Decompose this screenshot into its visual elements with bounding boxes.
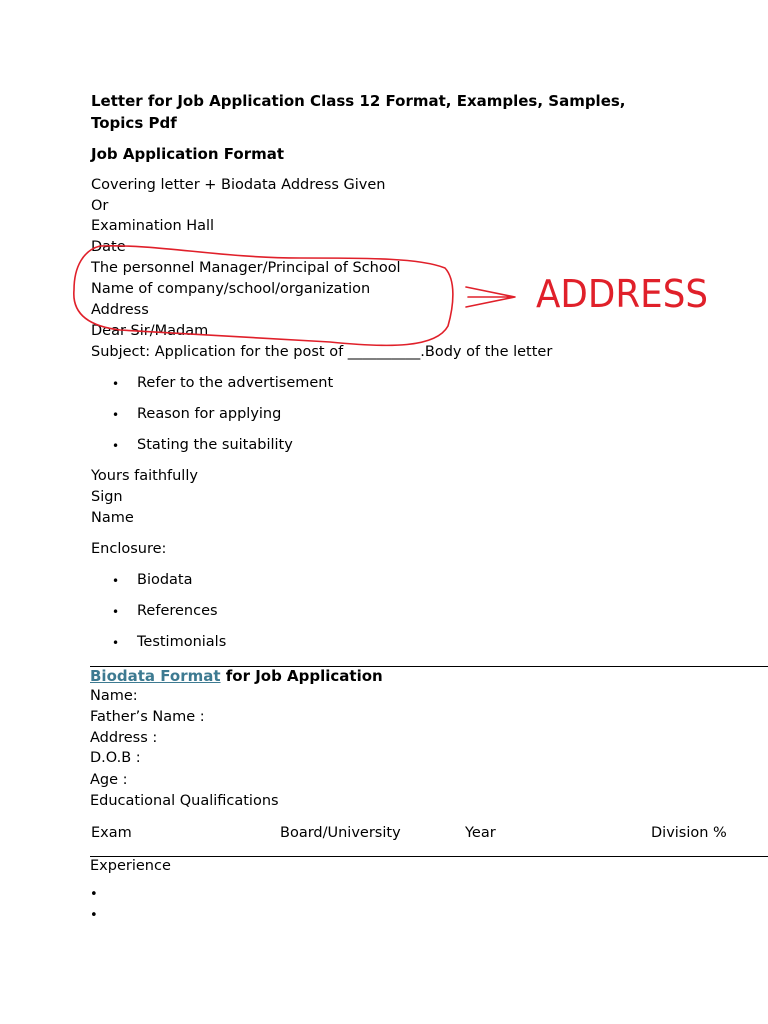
format-line: Date [91, 239, 126, 255]
table-header-cell: Division % [651, 825, 727, 841]
biodata-heading-text: for Job Application [220, 667, 383, 685]
experience-label: Experience [90, 858, 171, 874]
bullet-glyph: • [112, 636, 120, 650]
body-bullet-item: Refer to the advertisement [137, 375, 334, 391]
format-line: The personnel Manager/Principal of School [91, 260, 401, 276]
annotation-arrow-icon [466, 287, 515, 307]
table-header-cell: Board/University [280, 825, 401, 841]
experience-bullet: • [90, 887, 98, 902]
format-line: Examination Hall [91, 218, 215, 234]
bullet-glyph: • [112, 439, 120, 453]
biodata-field: D.O.B : [90, 750, 141, 766]
biodata-field: Father’s Name : [90, 709, 205, 725]
format-line: Dear Sir/Madam [91, 323, 209, 339]
bullet-glyph: • [112, 377, 120, 391]
document-title-line-2: Topics Pdf [91, 114, 177, 132]
biodata-field: Address : [90, 730, 158, 746]
body-bullet-item: Stating the suitability [137, 437, 293, 453]
closing-line: Name [91, 510, 134, 526]
closing-line: Sign [91, 489, 123, 505]
format-line: Address [91, 302, 149, 318]
body-bullet-item: Reason for applying [137, 406, 282, 422]
experience-bullet: • [90, 908, 98, 923]
handwritten-address-label: ADDRESS [536, 272, 708, 316]
biodata-field: Name: [90, 688, 138, 704]
format-line: Or [91, 198, 109, 214]
biodata-field: Educational Qualifications [90, 793, 279, 809]
bullet-glyph: • [112, 408, 120, 422]
format-line: Name of company/school/organization [91, 281, 371, 297]
biodata-format-link[interactable]: Biodata Format [90, 667, 221, 685]
table-header-cell: Exam [91, 825, 132, 841]
document-title-line-1: Letter for Job Application Class 12 Format, Examples, Samples, [91, 92, 626, 110]
biodata-field: Age : [90, 772, 128, 788]
table-header-cell: Year [465, 825, 496, 841]
closing-line: Yours faithfully [91, 468, 198, 484]
enclosure-item: Biodata [137, 572, 193, 588]
subject-line: Subject: Application for the post of __________.Body of the letter [91, 344, 553, 360]
section-heading: Job Application Format [91, 145, 285, 163]
bullet-glyph: • [112, 574, 120, 588]
enclosure-label: Enclosure: [91, 541, 167, 557]
format-line: Covering letter + Biodata Address Given [91, 177, 386, 193]
enclosure-item: Testimonials [137, 634, 227, 650]
address-circle-outline [74, 246, 453, 346]
bullet-glyph: • [112, 605, 120, 619]
enclosure-item: References [137, 603, 218, 619]
